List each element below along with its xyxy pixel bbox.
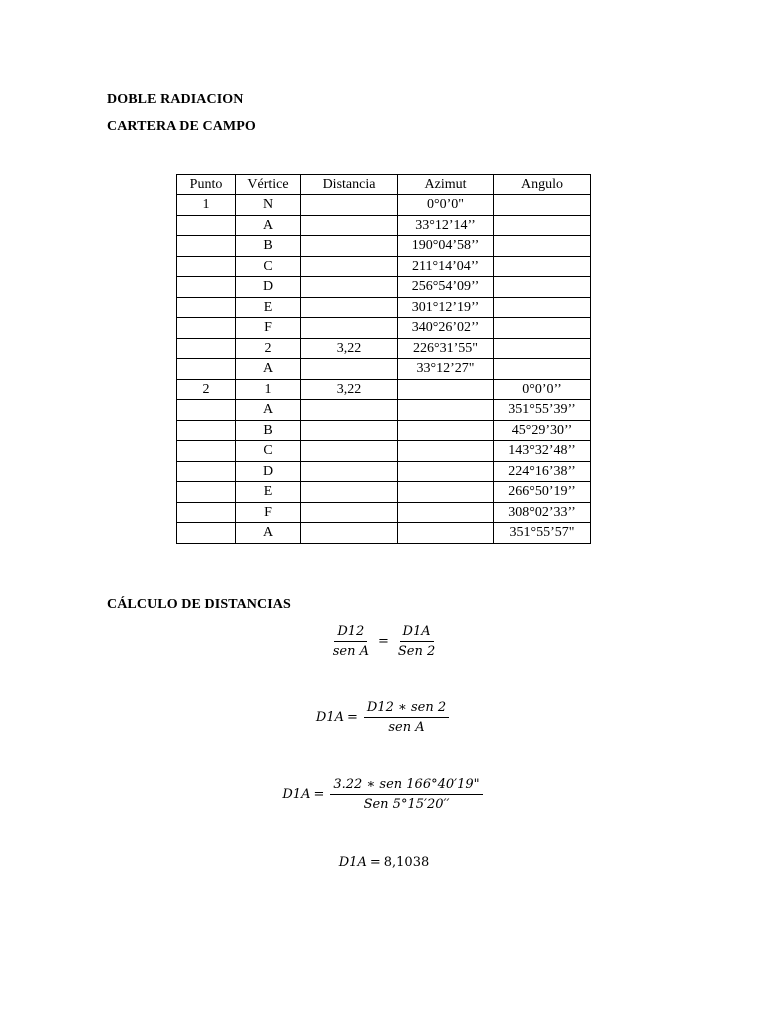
table-body — [177, 195, 591, 544]
cell-distancia — [301, 420, 398, 441]
fraction-numerator: D12 — [334, 624, 367, 642]
cell-punto — [177, 461, 236, 482]
cell-distancia — [301, 256, 398, 277]
cell-angulo: 266°50’19’’ — [494, 482, 591, 503]
cell-vertice: D — [236, 461, 301, 482]
cell-vertice: C — [236, 441, 301, 462]
table-row — [177, 420, 591, 441]
cell-distancia — [301, 502, 398, 523]
cell-angulo: 45°29’30’’ — [494, 420, 591, 441]
cell-punto — [177, 297, 236, 318]
cell-distancia — [301, 400, 398, 421]
header-vertice: Vértice — [236, 175, 301, 195]
cell-angulo — [494, 256, 591, 277]
cell-angulo: 0°0’0’’ — [494, 379, 591, 400]
cell-azimut — [398, 400, 494, 421]
cell-angulo — [494, 277, 591, 298]
cell-vertice: F — [236, 502, 301, 523]
table-row — [177, 400, 591, 421]
cell-angulo — [494, 318, 591, 339]
cell-vertice: B — [236, 236, 301, 257]
cell-distancia — [301, 277, 398, 298]
cell-punto — [177, 318, 236, 339]
cell-vertice: 2 — [236, 338, 301, 359]
cell-punto — [177, 441, 236, 462]
cell-angulo — [494, 297, 591, 318]
cell-vertice: A — [236, 359, 301, 380]
table-header-row — [177, 175, 591, 195]
cell-punto — [177, 236, 236, 257]
field-book-table — [176, 174, 591, 544]
cell-azimut — [398, 461, 494, 482]
cell-punto — [177, 215, 236, 236]
cell-angulo: 351°55’39’’ — [494, 400, 591, 421]
equation-lhs: D1A — [282, 787, 311, 802]
cell-azimut: 211°14’04’’ — [398, 256, 494, 277]
equation-d1a-substitution — [0, 777, 768, 812]
table-row — [177, 195, 591, 216]
cell-distancia — [301, 318, 398, 339]
fraction-numerator: 3.22 ∗ sen 166°40′19" — [330, 777, 482, 795]
table-row — [177, 215, 591, 236]
table-row — [177, 277, 591, 298]
equals-sign: = — [369, 855, 381, 870]
cell-vertice: D — [236, 277, 301, 298]
cell-punto: 1 — [177, 195, 236, 216]
cell-vertice: B — [236, 420, 301, 441]
cell-vertice: C — [236, 256, 301, 277]
cell-distancia — [301, 359, 398, 380]
equals-sign: = — [377, 634, 389, 649]
table-row — [177, 256, 591, 277]
fraction-denominator: sen A — [332, 644, 369, 659]
header-distancia: Distancia — [301, 175, 398, 195]
fraction — [364, 700, 449, 735]
cell-azimut: 256°54’09’’ — [398, 277, 494, 298]
cell-distancia — [301, 236, 398, 257]
cell-punto — [177, 256, 236, 277]
cell-angulo — [494, 359, 591, 380]
cell-distancia — [301, 297, 398, 318]
cell-punto — [177, 359, 236, 380]
fraction-numerator: D12 ∗ sen 2 — [364, 700, 449, 718]
document-subtitle: CARTERA DE CAMPO — [107, 119, 256, 134]
cell-angulo — [494, 338, 591, 359]
table-row — [177, 482, 591, 503]
cell-azimut — [398, 502, 494, 523]
cell-angulo — [494, 215, 591, 236]
cell-punto — [177, 420, 236, 441]
cell-distancia: 3,22 — [301, 338, 398, 359]
cell-vertice: A — [236, 400, 301, 421]
equation-lhs: D1A — [338, 855, 367, 870]
table-row — [177, 236, 591, 257]
cell-azimut — [398, 379, 494, 400]
cell-angulo: 143°32’48’’ — [494, 441, 591, 462]
table-row — [177, 359, 591, 380]
cell-distancia — [301, 461, 398, 482]
cell-azimut — [398, 482, 494, 503]
header-azimut: Azimut — [398, 175, 494, 195]
cell-punto — [177, 482, 236, 503]
cell-distancia — [301, 215, 398, 236]
equation-result-value: 8,1038 — [383, 855, 430, 870]
fraction-numerator: D1A — [400, 624, 434, 642]
cell-distancia — [301, 195, 398, 216]
cell-azimut — [398, 523, 494, 544]
fraction-denominator: sen A — [388, 720, 425, 735]
table-row — [177, 297, 591, 318]
cell-punto: 2 — [177, 379, 236, 400]
table-row — [177, 461, 591, 482]
cell-punto — [177, 400, 236, 421]
cell-vertice: A — [236, 215, 301, 236]
equation-lhs: D1A — [315, 710, 344, 725]
cell-angulo — [494, 236, 591, 257]
cell-azimut: 301°12’19’’ — [398, 297, 494, 318]
cell-vertice: N — [236, 195, 301, 216]
cell-angulo: 224°16’38’’ — [494, 461, 591, 482]
equation-d1a-result — [0, 855, 768, 870]
equals-sign: = — [313, 787, 325, 802]
cell-azimut: 190°04’58’’ — [398, 236, 494, 257]
table-row — [177, 441, 591, 462]
table-row — [177, 338, 591, 359]
cell-punto — [177, 338, 236, 359]
equation-d1a-formula — [0, 700, 768, 735]
cell-azimut: 340°26’02’’ — [398, 318, 494, 339]
equals-sign: = — [346, 710, 358, 725]
fraction — [330, 777, 482, 812]
cell-punto — [177, 523, 236, 544]
fraction-denominator: Sen 2 — [397, 644, 436, 659]
cell-azimut — [398, 420, 494, 441]
cell-azimut: 33°12’27" — [398, 359, 494, 380]
cell-azimut: 226°31’55" — [398, 338, 494, 359]
table-row — [177, 502, 591, 523]
cell-angulo: 351°55’57" — [494, 523, 591, 544]
cell-vertice: F — [236, 318, 301, 339]
cell-azimut: 33°12’14’’ — [398, 215, 494, 236]
cell-vertice: 1 — [236, 379, 301, 400]
document-title: DOBLE RADIACION — [107, 92, 244, 107]
fraction-right — [395, 624, 438, 659]
cell-angulo — [494, 195, 591, 216]
header-angulo: Angulo — [494, 175, 591, 195]
equation-law-of-sines — [0, 624, 768, 659]
header-punto: Punto — [177, 175, 236, 195]
cell-vertice: E — [236, 482, 301, 503]
cell-vertice: A — [236, 523, 301, 544]
section-heading-calculo: CÁLCULO DE DISTANCIAS — [107, 597, 291, 612]
cell-angulo: 308°02’33’’ — [494, 502, 591, 523]
cell-punto — [177, 277, 236, 298]
cell-azimut: 0°0’0" — [398, 195, 494, 216]
fraction-left — [330, 624, 372, 659]
table-row — [177, 523, 591, 544]
table-row — [177, 379, 591, 400]
fraction-denominator: Sen 5°15′20′′ — [363, 797, 450, 812]
cell-distancia: 3,22 — [301, 379, 398, 400]
cell-distancia — [301, 482, 398, 503]
cell-punto — [177, 502, 236, 523]
cell-distancia — [301, 441, 398, 462]
cell-vertice: E — [236, 297, 301, 318]
cell-azimut — [398, 441, 494, 462]
cell-distancia — [301, 523, 398, 544]
table-row — [177, 318, 591, 339]
